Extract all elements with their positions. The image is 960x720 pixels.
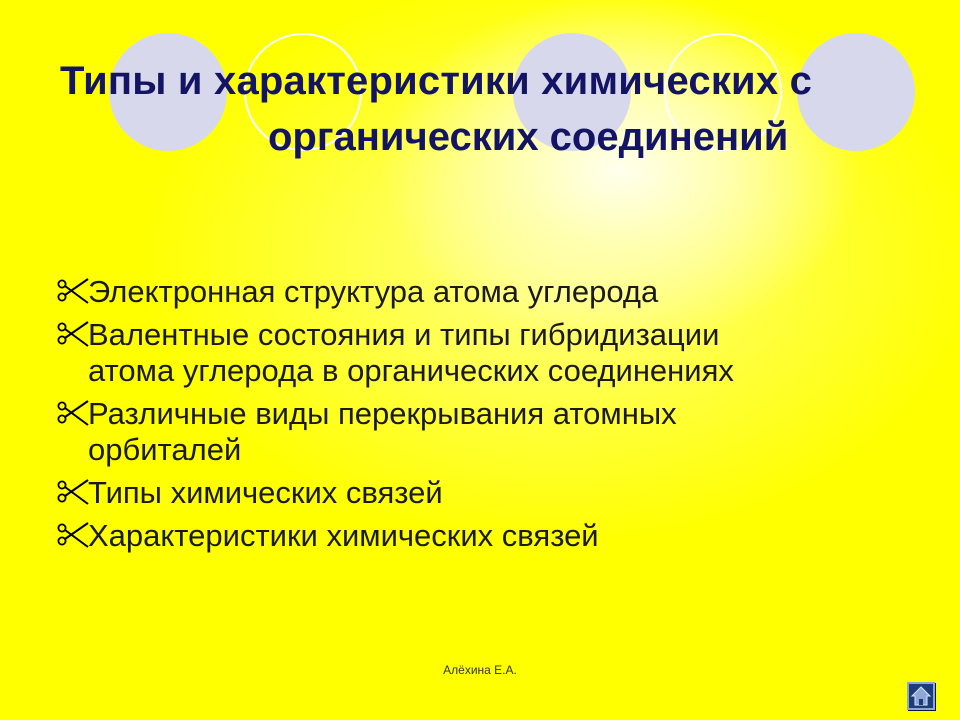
bullet-item <box>56 475 916 511</box>
bullet-item <box>56 396 916 468</box>
bullet-text: Различные виды перекрывания атомных <box>88 396 677 431</box>
home-button[interactable] <box>907 682 935 710</box>
bullet-text-continued: орбиталей <box>88 432 242 467</box>
bullet-item <box>56 317 916 389</box>
bullet-item <box>56 518 916 554</box>
bullet-text: Характеристики химических связей <box>88 518 599 553</box>
bullet-item <box>56 274 916 310</box>
bullet-list <box>56 274 916 561</box>
slide-title-line-2: органических соединений <box>268 115 789 159</box>
bullet-text: Электронная структура атома углерода <box>88 274 659 309</box>
scissors-icon <box>56 478 90 508</box>
bullet-text: Типы химических связей <box>88 475 443 510</box>
scissors-icon <box>56 399 90 429</box>
scissors-icon <box>56 521 90 551</box>
footer-author: Алёхина Е.А. <box>443 663 517 677</box>
scissors-icon <box>56 277 90 307</box>
bullet-text-continued: атома углерода в органических соединениях <box>88 353 734 388</box>
bullet-text: Валентные состояния и типы гибридизации <box>88 317 720 352</box>
slide-title-line-1: Типы и характеристики химических с <box>60 59 813 103</box>
scissors-icon <box>56 320 90 350</box>
decorative-circle <box>797 33 915 151</box>
home-icon <box>909 684 933 708</box>
